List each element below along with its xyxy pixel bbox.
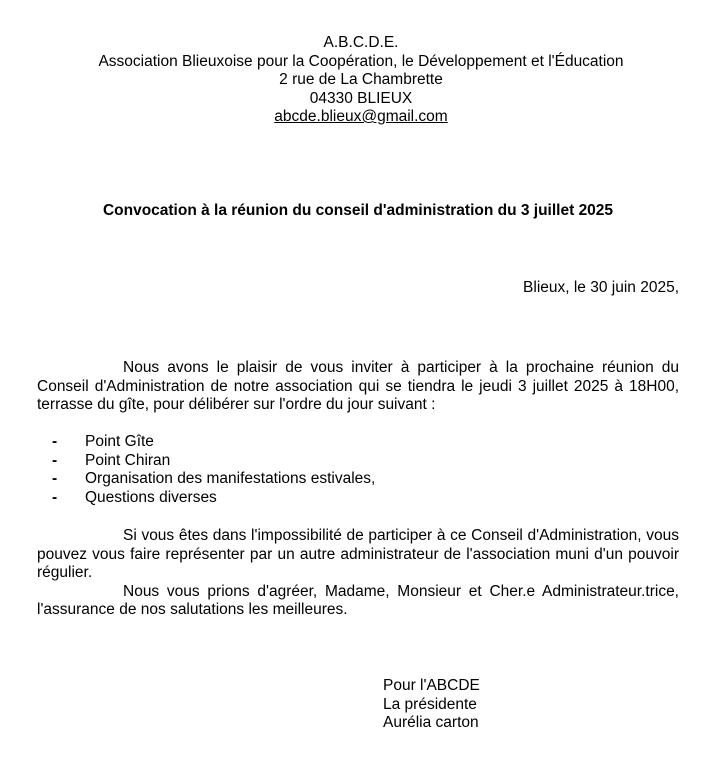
signature-block [383,677,480,733]
association-full-name: Association Blieuxoise pour la Coopération, le Développement et l'Éducation [98,52,624,70]
bullet-dash-icon: - [52,433,58,450]
association-acronym: A.B.C.D.E. [323,34,399,51]
proxy-paragraph: Si vous êtes dans l'impossibilité de participer à ce Conseil d'Administration, vous pouvez vous faire représenter par un autre administrateur de l'association muni d'un pouvoir régulier. [37,527,679,581]
intro-text: Nous avons le plaisir de vous inviter à participer à la prochaine réunion du Conseil d'Administration de notre association qui se tiendra le jeudi 3 juillet 2025 à 18H00, terrasse du gîte, pour délibérer sur l'ordre du jour suivant : [37,359,679,413]
email-link[interactable]: abcde.blieux@gmail.com [274,108,448,125]
signature-organization: Pour l'ABCDE [383,677,480,694]
proxy-and-closing [37,527,679,620]
bullet-dash-icon: - [52,488,58,506]
agenda-item-text: Point Chiran [85,451,171,469]
agenda-item-text: Point Gîte [85,433,154,450]
letter-subject: Convocation à la réunion du conseil d'administration du 3 juillet 2025 [102,202,614,219]
signature-name: Aurélia carton [383,714,479,731]
agenda-item-text: Organisation des manifestations estivales, [85,470,376,487]
bullet-dash-icon: - [52,470,58,487]
address-street: 2 rue de La Chambrette [279,71,443,88]
agenda-item-text: Questions diverses [85,488,217,506]
place-and-date: Blieux, le 30 juin 2025, [523,279,679,296]
intro-paragraph [37,359,679,415]
closing-paragraph: Nous vous prions d'agréer, Madame, Monsieur et Cher.e Administrateur.trice, l'assurance de nos salutations les meilleures. [37,582,679,618]
bullet-dash-icon: - [52,451,58,469]
address-city: 04330 BLIEUX [309,89,413,107]
signature-role: La présidente [383,695,477,713]
letterhead [0,34,705,127]
